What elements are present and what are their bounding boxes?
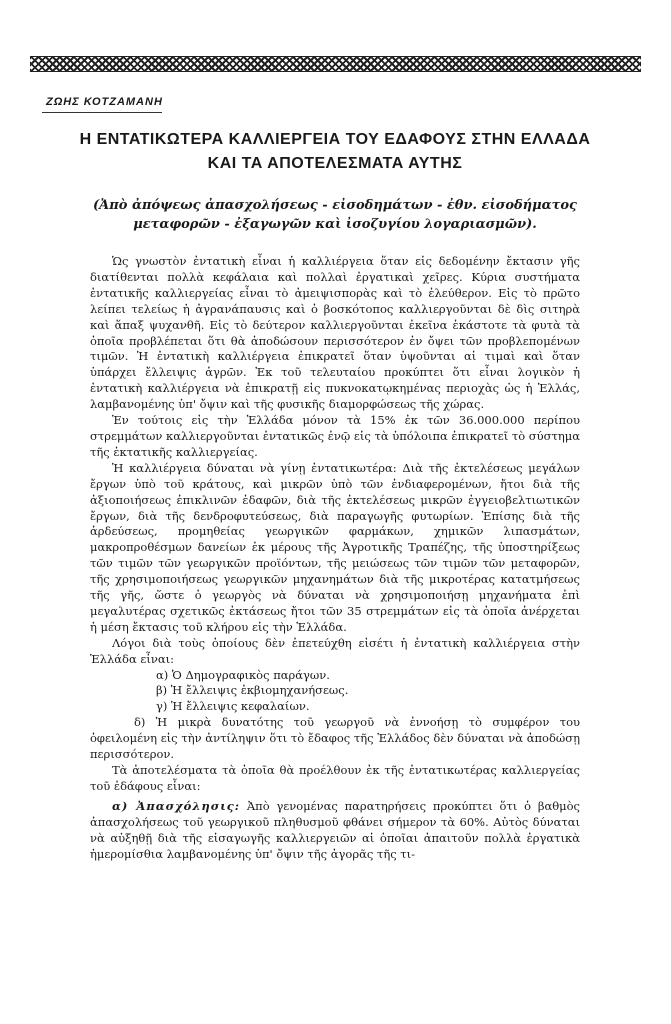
paragraph: Λόγοι διὰ τοὺς ὁποίους δὲν ἐπετεύχθη εἰσέτι ἡ ἐντατικὴ καλλιέργεια στὴν Ἑλλάδα εἶναι: [90,635,580,666]
paragraph: Τὰ ἀποτελέσματα τὰ ὁποῖα θὰ προέλθουν ἐκ τῆς ἐντατικωτέρας καλλιεργείας τοῦ ἐδάφους εἶναι: [90,763,580,793]
title-line-1: Η ΕΝΤΑΤΙΚΩΤΕΡΑ ΚΑΛΛΙΕΡΓΕΙΑ ΤΟΥ ΕΔΑΦΟΥΣ ΣΤΗΝ ΕΛΛΑΔΑ [79,131,591,148]
section-text: Ἀπὸ γενομένας παρατηρήσεις προκύπτει ὅτι ὁ βαθμὸς ἀπασχολήσεως τοῦ γεωργικοῦ πληθυσμοῦ φθάνει σήμερον τὰ 60%. Αὐτὸς δύναται νὰ αὐξηθῇ διὰ τῆς εἰσαγωγῆς καλλιεργειῶν αἱ ὁποῖαι ἀπαιτοῦν πολλὰ ἐργατικὰ ἡμερομίσθια λαμβανομένης ὑπ' ὄψιν τῆς ἀγορᾶς τῆς τι- [90,798,580,861]
paragraph: Ὡς γνωστὸν ἐντατικὴ εἶναι ἡ καλλιέργεια ὅταν εἰς δεδομένην ἔκτασιν γῆς διατίθενται πολλὰ κεφάλαια καὶ πολλαὶ ἐργατικαὶ χεῖρες. Κύρια συστήματα ἐντατικῆς καλλιεργείας εἶναι τὸ ἀμειψισπορὰς καὶ τὸ ἐλεύθερον. Εἰς τὸ πρῶτο λείπει τελείως ἡ ἀγρανάπαυσις καὶ ὁ βοσκότοπος καλλιεργοῦνται δὲ δὶς σιτηρὰ καὶ ἅπαξ ψυχανθῆ. Εἰς τὸ δεύτερον καλλιεργοῦνται ἐκεῖνα ἑκάστοτε τὰ φυτὰ τὰ ὁποῖα προβλέπεται ὅτι θὰ ἀποδώσουν περισσότερον ἐν ὄψει τῶν προβλεπομένων τιμῶν. Ἡ ἐντατικὴ καλλιέργεια ἐπικρατεῖ ὅταν ὑψοῦνται αἱ τιμαὶ καὶ ὅταν ὑπάρχει ἔλλειψις ἀγρῶν. Ἐκ τοῦ τελευταίου προκύπτει ὅτι εἶναι λογικὸν ἡ ἐντατικὴ καλλιέργεια νὰ ἐπικρατῇ εἰς πυκνοκατῳκημένας περιοχὰς ὡς ἡ Ἑλλάς, λαμβανομένης ὑπ' ὄψιν καὶ τῆς φυσικῆς διαμορφώσεως τῆς χώρας. [90,254,580,412]
paragraph: Ἡ καλλιέργεια δύναται νὰ γίνῃ ἐντατικωτέρα: Διὰ τῆς ἐκτελέσεως μεγάλων ἔργων ὑπὸ τοῦ κράτους, καὶ μικρῶν ὑπὸ τῶν ἐνδιαφερομένων, ἤτοι διὰ τῆς ἀξιοποιήσεως ἐπικλινῶν ἐδαφῶν, διὰ τῆς ἐκτελέσεως μικρῶν ἐγγειοβελτιωτικῶν ἔργων, διὰ τῆς δενδροφυτεύσεως, διὰ παραγωγῆς φυτωρίων. Ἐπίσης διὰ τῆς ἀρδεύσεως, προμηθείας γεωργικῶν φαρμάκων, χημικῶν λιπασμάτων, μακροπροθέσμων δανείων ἐκ μέρους τῆς Ἀγροτικῆς Τραπέζης, τῆς ὑποστηρίξεως τῶν τιμῶν τῶν γεωργικῶν προϊόντων, τῆς μειώσεως τῶν τιμῶν τῶν μεταφορῶν, τῆς χρησιμοποιήσεως γεωργικῶν μηχανημάτων διὰ τῆς μικροτέρας κατατμήσεως τῆς γῆς, ὥστε ὁ γεωργὸς νὰ δύναται νὰ χρησιμοποιήσῃ μηχανήματα ἐπὶ μεγαλυτέρας σχετικῶς ἐκτάσεως ἤτοι τῶν 35 στρεμμάτων εἰς τὰ ὁποῖα ἀνέρχεται ἡ μέση ἔκτασις τοῦ κλήρου εἰς τὴν Ἑλλάδα. [90,460,580,634]
article-title [60,128,610,176]
list-item: γ) Ἡ ἔλλειψις κεφαλαίων. [156,699,310,714]
article-body [90,254,580,862]
author-name: ΖΩΗΣ ΚΟΤΖΑΜΑΝΗ [46,96,163,108]
list-item-text: δ) Ἡ μικρὰ δυνατότης τοῦ γεωργοῦ νὰ ἐννοήσῃ τὸ συμφέρον του ὀφειλομένη εἰς τὴν ἀντίληψιν ὅτι τὸ ἔδαφος τῆς Ἑλλάδος δὲν δύναται νὰ ἀποδώσῃ περισσότερον. [90,715,580,762]
article-subtitle [60,196,610,234]
subtitle-line-1: (Ἀπὸ ἀπόψεως ἀπασχολήσεως - εἰσοδημάτων - ἐθν. εἰσοδήματος [93,198,577,213]
paragraph [90,799,580,863]
author-underline [42,112,162,113]
list-item [90,715,580,763]
subtitle-line-2: μεταφορῶν - ἐξαγωγῶν καὶ ἰσοζυγίου λογαριασμῶν). [133,217,537,232]
section-heading: α) Ἀπασχόλησις: [112,798,241,813]
decorative-border [30,56,641,72]
paragraph: Ἐν τούτοις εἰς τὴν Ἑλλάδα μόνον τὰ 15% ἐκ τῶν 36.000.000 περίπου στρεμμάτων καλλιεργοῦνται ἐντατικῶς ἐνῷ εἰς τὰ ὑπόλοιπα ἐπικρατεῖ τὸ σύστημα τῆς ἐκτατικῆς καλλιεργείας. [90,413,580,459]
list-item: β) Ἡ ἔλλειψις ἐκβιομηχανήσεως. [156,683,349,698]
title-line-2: ΚΑΙ ΤΑ ΑΠΟΤΕΛΕΣΜΑΤΑ ΑΥΤΗΣ [207,155,463,172]
list-item: α) Ὁ Δημογραφικὸς παράγων. [156,667,330,682]
